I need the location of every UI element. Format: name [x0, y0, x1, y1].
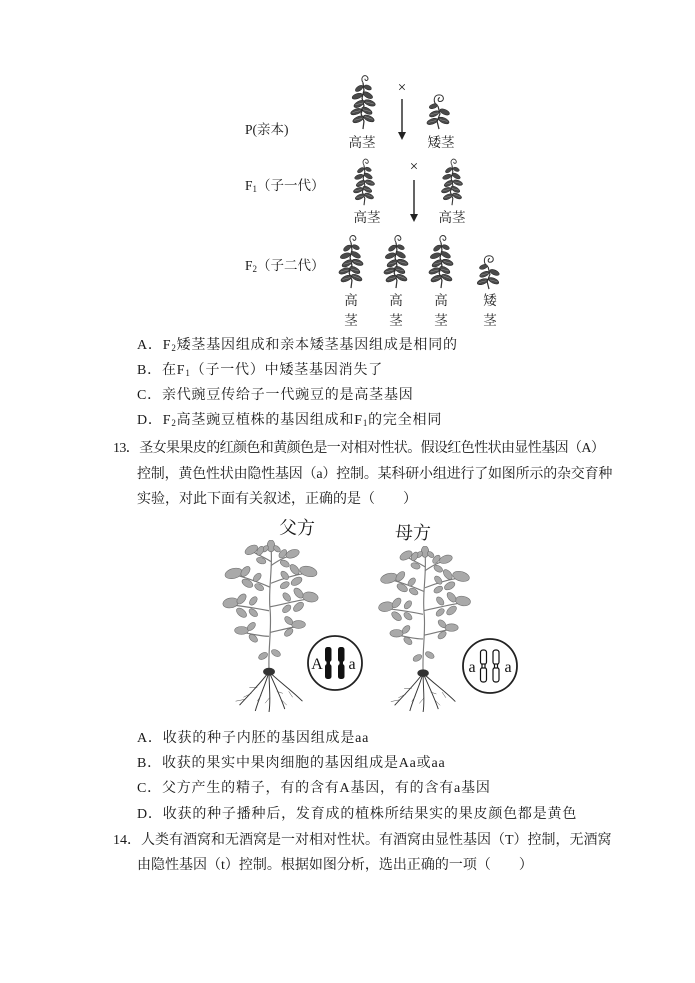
- f1-plant-label-1: 高茎: [353, 210, 381, 225]
- father-genotype-cell: [308, 636, 362, 690]
- f1-plant-label-2: 高茎: [438, 210, 466, 225]
- q13-stem-line-2: 控制，黄色性状由隐性基因（a）控制。某科研小组进行了如图所示的杂交育种: [137, 467, 613, 482]
- f2-tall-pea-plant-2: [383, 236, 409, 289]
- q13-stem-line-3: 实验，对此下面有关叙述，正确的是（ ）: [137, 492, 417, 507]
- q12-option-c: C．亲代豌豆传给子一代豌豆的是高茎基因: [137, 388, 414, 403]
- parent-generation-label: P(亲本): [245, 122, 289, 137]
- mother-label: 母方: [395, 523, 431, 543]
- father-allele-left: A: [311, 656, 323, 673]
- mother-tomato-plant: [378, 546, 471, 712]
- cross-arrow-f1-to-f2: [410, 180, 418, 222]
- f2-plant-label-3: 高茎: [434, 293, 448, 328]
- q13-option-c: C．父方产生的精子，有的含有A基因，有的含有a基因: [137, 781, 491, 796]
- parent-plant-label-1: 高茎: [348, 135, 376, 150]
- q12-option-d: D．$F_2$高茎豌豆植株的基因组成和$F_1$的完全相同: [137, 413, 443, 428]
- father-tomato-plant: [222, 540, 319, 712]
- f2-short-pea-plant: [476, 256, 500, 289]
- p-short-pea-plant: [426, 95, 450, 129]
- f1-tall-pea-plant-1: [353, 159, 376, 205]
- f2-plant-label-1: 高茎: [344, 293, 358, 328]
- mother-allele-left: a: [468, 659, 476, 676]
- cross-arrow-p-to-f1: [398, 99, 406, 140]
- parent-plant-label-2: 矮茎: [427, 135, 455, 150]
- q12-option-b: B．在$F_1$（子一代）中矮茎基因消失了: [137, 363, 384, 378]
- mother-allele-right: a: [504, 659, 512, 676]
- q13-option-b: B．收获的果实中果肉细胞的基因组成是Aa或aa: [137, 756, 446, 771]
- f2-plant-label-4: 矮茎: [483, 293, 497, 328]
- mother-genotype-cell: [463, 639, 517, 693]
- cross-symbol-f1: ×: [409, 159, 419, 175]
- f2-plant-label-2: 高茎: [389, 293, 403, 328]
- f2-generation-label: $F_2$（子二代）: [245, 258, 325, 274]
- p-tall-pea-plant: [350, 76, 376, 129]
- q12-option-a: A．$F_2$矮茎基因组成和亲本矮茎基因组成是相同的: [137, 338, 458, 353]
- f1-tall-pea-plant-2: [441, 159, 464, 205]
- q14-stem-line-1: 14．人类有酒窝和无酒窝是一对相对性状。有酒窝由显性基因（T）控制，无酒窝: [113, 833, 612, 848]
- q13-option-d: D．收获的种子播种后，发育成的植株所结果实的果皮颜色都是黄色: [137, 807, 578, 822]
- f2-tall-pea-plant-3: [428, 236, 454, 289]
- q13-stem-line-1: 13．圣女果果皮的红颜色和黄颜色是一对相对性状。假设红色性状由显性基因（A）: [113, 441, 605, 456]
- f2-tall-pea-plant-1: [338, 236, 364, 289]
- father-allele-right: a: [348, 656, 356, 673]
- father-label: 父方: [279, 518, 315, 538]
- f1-generation-label: $F_1$（子一代）: [245, 178, 325, 194]
- cross-symbol-parents: ×: [397, 80, 407, 96]
- q13-option-a: A．收获的种子内胚的基因组成是aa: [137, 731, 370, 746]
- q14-stem-line-2: 由隐性基因（t）控制。根据如图分析，选出正确的一项（ ）: [137, 858, 533, 873]
